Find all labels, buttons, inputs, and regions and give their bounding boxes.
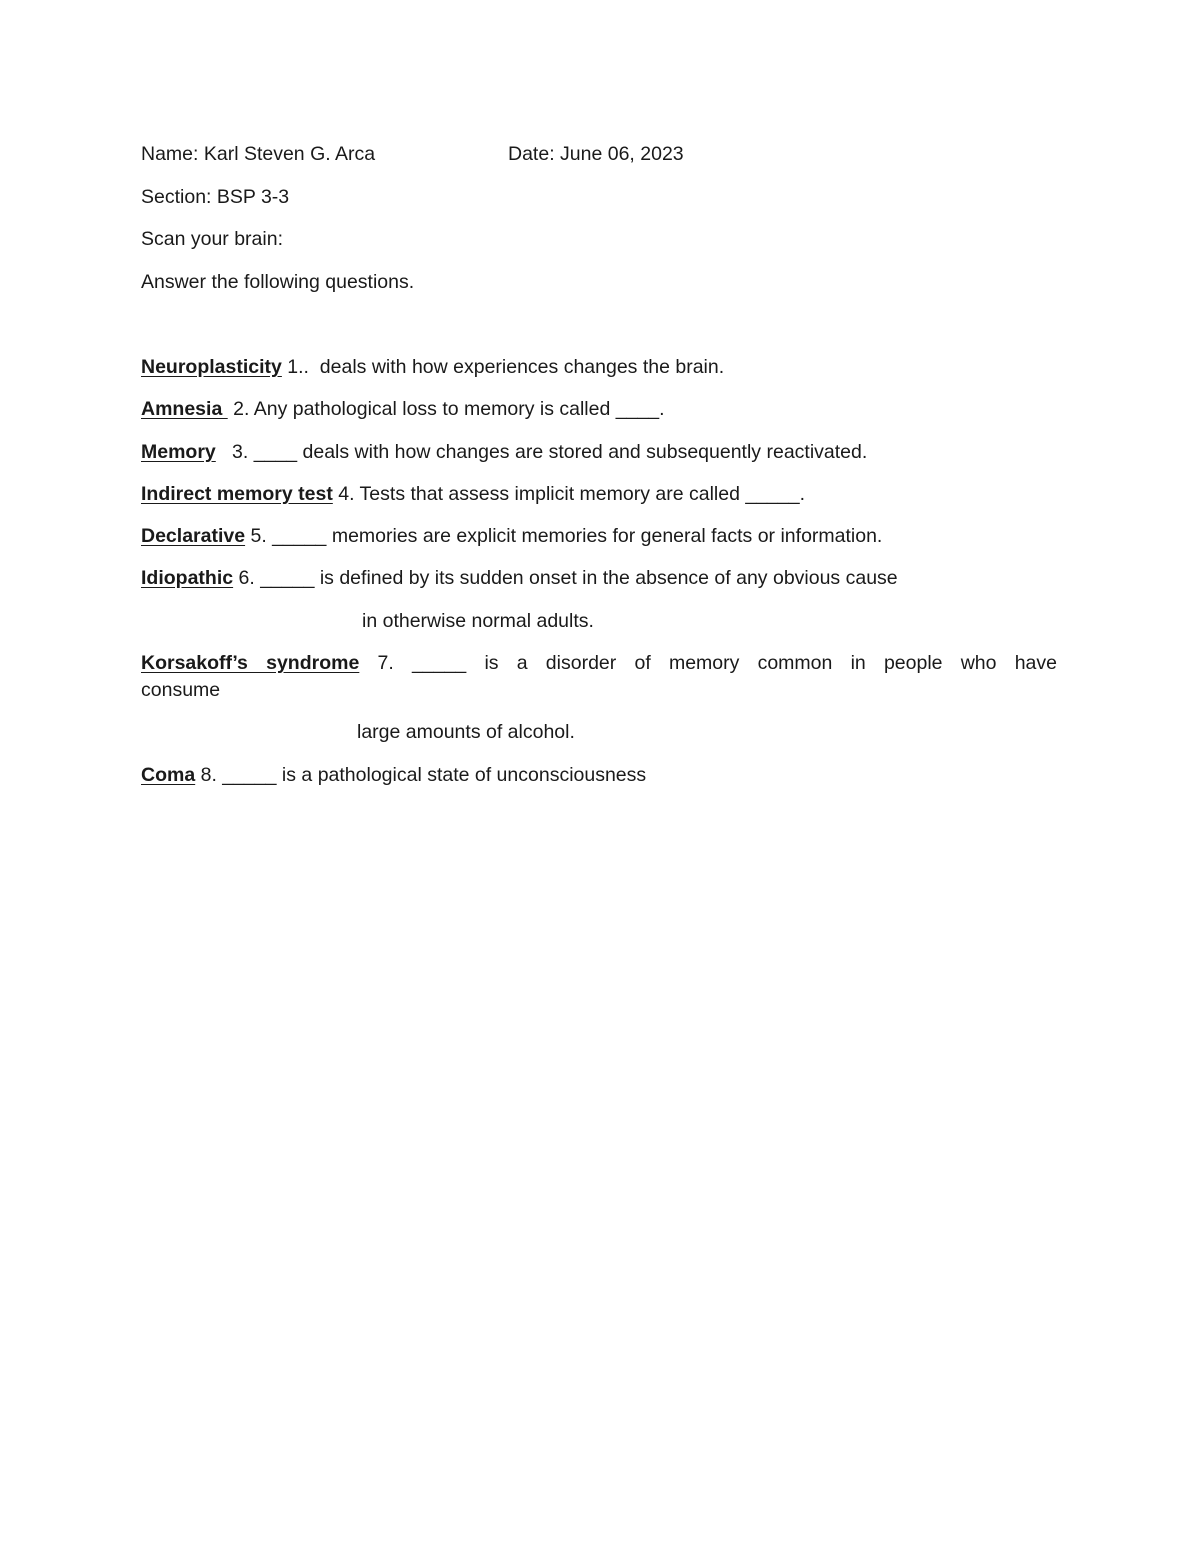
instruction-text: Answer the following questions. [141, 271, 415, 293]
question-4-text: 4. Tests that assess implicit memory are called _____. [332, 483, 805, 505]
answer-6: Idiopathic [141, 567, 234, 589]
question-6 [141, 566, 898, 590]
answer-3: Memory [141, 441, 216, 463]
worksheet-title: Scan your brain: [141, 228, 283, 250]
question-4 [141, 482, 805, 506]
answer-5: Declarative [141, 525, 246, 547]
question-1-text: 1.. deals with how experiences changes the brain. [281, 356, 725, 378]
section-field: Section: BSP 3-3 [141, 186, 290, 208]
question-7-wrap: consume [141, 679, 221, 701]
question-5 [141, 524, 882, 548]
question-6-text: 6. _____ is defined by its sudden onset in the absence of any obvious cause [233, 567, 898, 589]
answer-1: Neuroplasticity [141, 356, 282, 378]
question-3 [141, 440, 867, 464]
question-7-continuation: large amounts of alcohol. [357, 721, 575, 743]
answer-8: Coma [141, 764, 196, 786]
answer-7: Korsakoff’s syndrome [141, 652, 360, 674]
question-2-text: 2. Any pathological loss to memory is called ____. [227, 398, 665, 420]
question-2 [141, 397, 665, 421]
question-7 [141, 651, 1057, 675]
question-1 [141, 355, 724, 379]
question-6-continuation: in otherwise normal adults. [362, 610, 594, 632]
question-3-text: 3. ____ deals with how changes are stored and subsequently reactivated. [215, 441, 868, 463]
question-8-text: 8. _____ is a pathological state of unconsciousness [195, 764, 647, 786]
question-7-text: 7. _____ is a disorder of memory common in people who have [359, 652, 1058, 674]
name-field: Name: Karl Steven G. Arca [141, 143, 376, 165]
date-field: Date: June 06, 2023 [508, 143, 684, 165]
question-5-text: 5. _____ memories are explicit memories for general facts or information. [245, 525, 883, 547]
question-8 [141, 763, 646, 787]
answer-2: Amnesia [141, 398, 228, 420]
answer-4: Indirect memory test [141, 483, 333, 505]
